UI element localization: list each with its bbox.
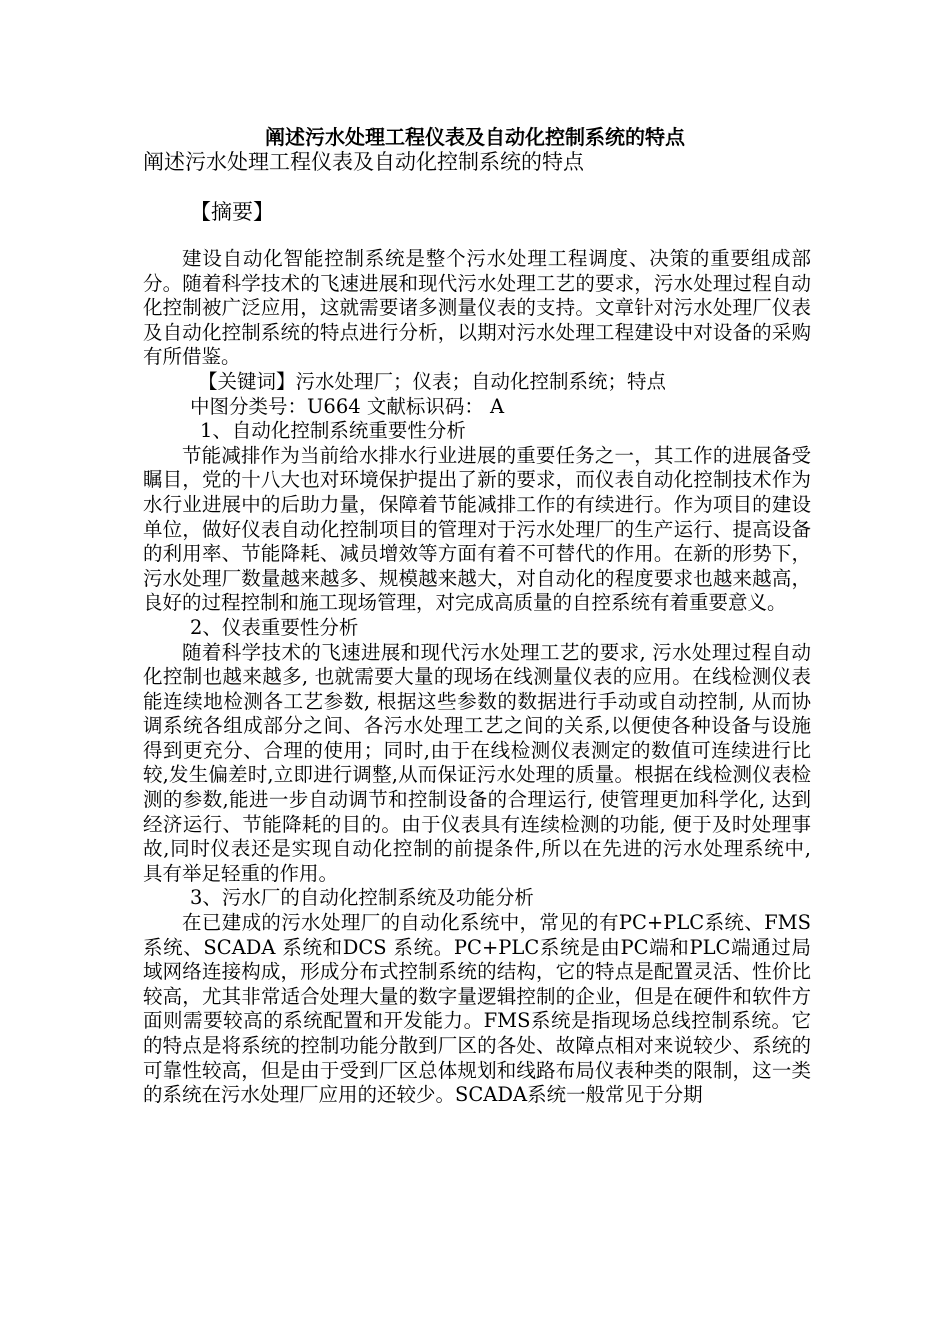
section-1-paragraph: 节能减排作为当前给水排水行业进展的重要任务之一，其工作的进展备受瞩目，党的十八大也对环境保护提出了新的要求，而仪表自动化控制技术作为水行业进展中的后助力量，保障着节能减排工作的有续进行。作为项目的建设单位，做好仪表自动化控制项目的管理对于污水处理厂的生产运行、提高设备的利用率、节能降耗、减员增效等方面有着不可替代的作用。在新的形势下，污水处理厂数量越来越多、规模越来越大，对自动化的程度要求也越来越高，良好的过程控制和施工现场管理，对完成高质量的自控系统有着重要意义。 [143, 443, 811, 615]
document-title: 阐述污水处理工程仪表及自动化控制系统的特点 [265, 125, 685, 149]
section-1-heading: 1、自动化控制系统重要性分析 [200, 419, 466, 443]
section-2-paragraph: 随着科学技术的飞速进展和现代污水处理工艺的要求, 污水处理过程自动化控制也越来越多, 也就需要大量的现场在线测量仪表的应用。在线检测仪表能连续地检测各工艺参数, 根据这些参数的数据进行手动或自动控制, 从而协调系统各组成部分之间、各污水处理工艺之间的关系,以便使各种设备与设施得到更充分、合理的使用；同时,由于在线检测仪表测定的数值可连续进行比较,发生偏差时,立即进行调整,从而保证污水处理的质量。根据在线检测仪表检测的参数,能进一步自动调节和控制设备的合理运行, 使管理更加科学化, 达到经济运行、节能降耗的目的。由于仪表具有连续检测的功能, 便于及时处理事故,同时仪表还是实现自动化控制的前提条件,所以在先进的污水处理系统中, 具有举足轻重的作用。 [143, 640, 811, 885]
document-subtitle: 阐述污水处理工程仪表及自动化控制系统的特点 [143, 150, 584, 174]
abstract-paragraph: 建设自动化智能控制系统是整个污水处理工程调度、决策的重要组成部分。随着科学技术的飞速进展和现代污水处理工艺的要求，污水处理过程自动化控制被广泛应用，这就需要诸多测量仪表的支持。文章针对污水处理厂仪表及自动化控制系统的特点进行分析，以期对污水处理工程建设中对设备的采购有所借鉴。 [143, 247, 811, 369]
abstract-heading: 【摘要】 [190, 200, 274, 224]
section-3-paragraph: 在已建成的污水处理厂的自动化系统中，常见的有PC+PLC系统、FMS 系统、SCADA 系统和DCS 系统。PC+PLC系统是由PC端和PLC端通过局域网络连接构成，形成分布式控制系统的结构，它的特点是配置灵活、性价比较高，尤其非常适合处理大量的数字量逻辑控制的企业，但是在硬件和软件方面则需要较高的系统配置和开发能力。FMS系统是指现场总线控制系统。它的特点是将系统的控制功能分散到厂区的各处、故障点相对来说较少、系统的可靠性较高，但是由于受到厂区总体规划和线路布局仪表种类的限制，这一类的系统在污水处理厂应用的还较少。SCADA系统一般常见于分期 [143, 911, 811, 1107]
section-3-heading: 3、污水厂的自动化控制系统及功能分析 [190, 886, 534, 910]
document-body [143, 247, 811, 1108]
keywords-line: 【关键词】污水处理厂；仪表；自动化控制系统；特点 [198, 369, 667, 393]
section-2-heading: 2、仪表重要性分析 [190, 615, 359, 639]
classification-line: 中图分类号：U664 文献标识码： A [190, 394, 505, 418]
